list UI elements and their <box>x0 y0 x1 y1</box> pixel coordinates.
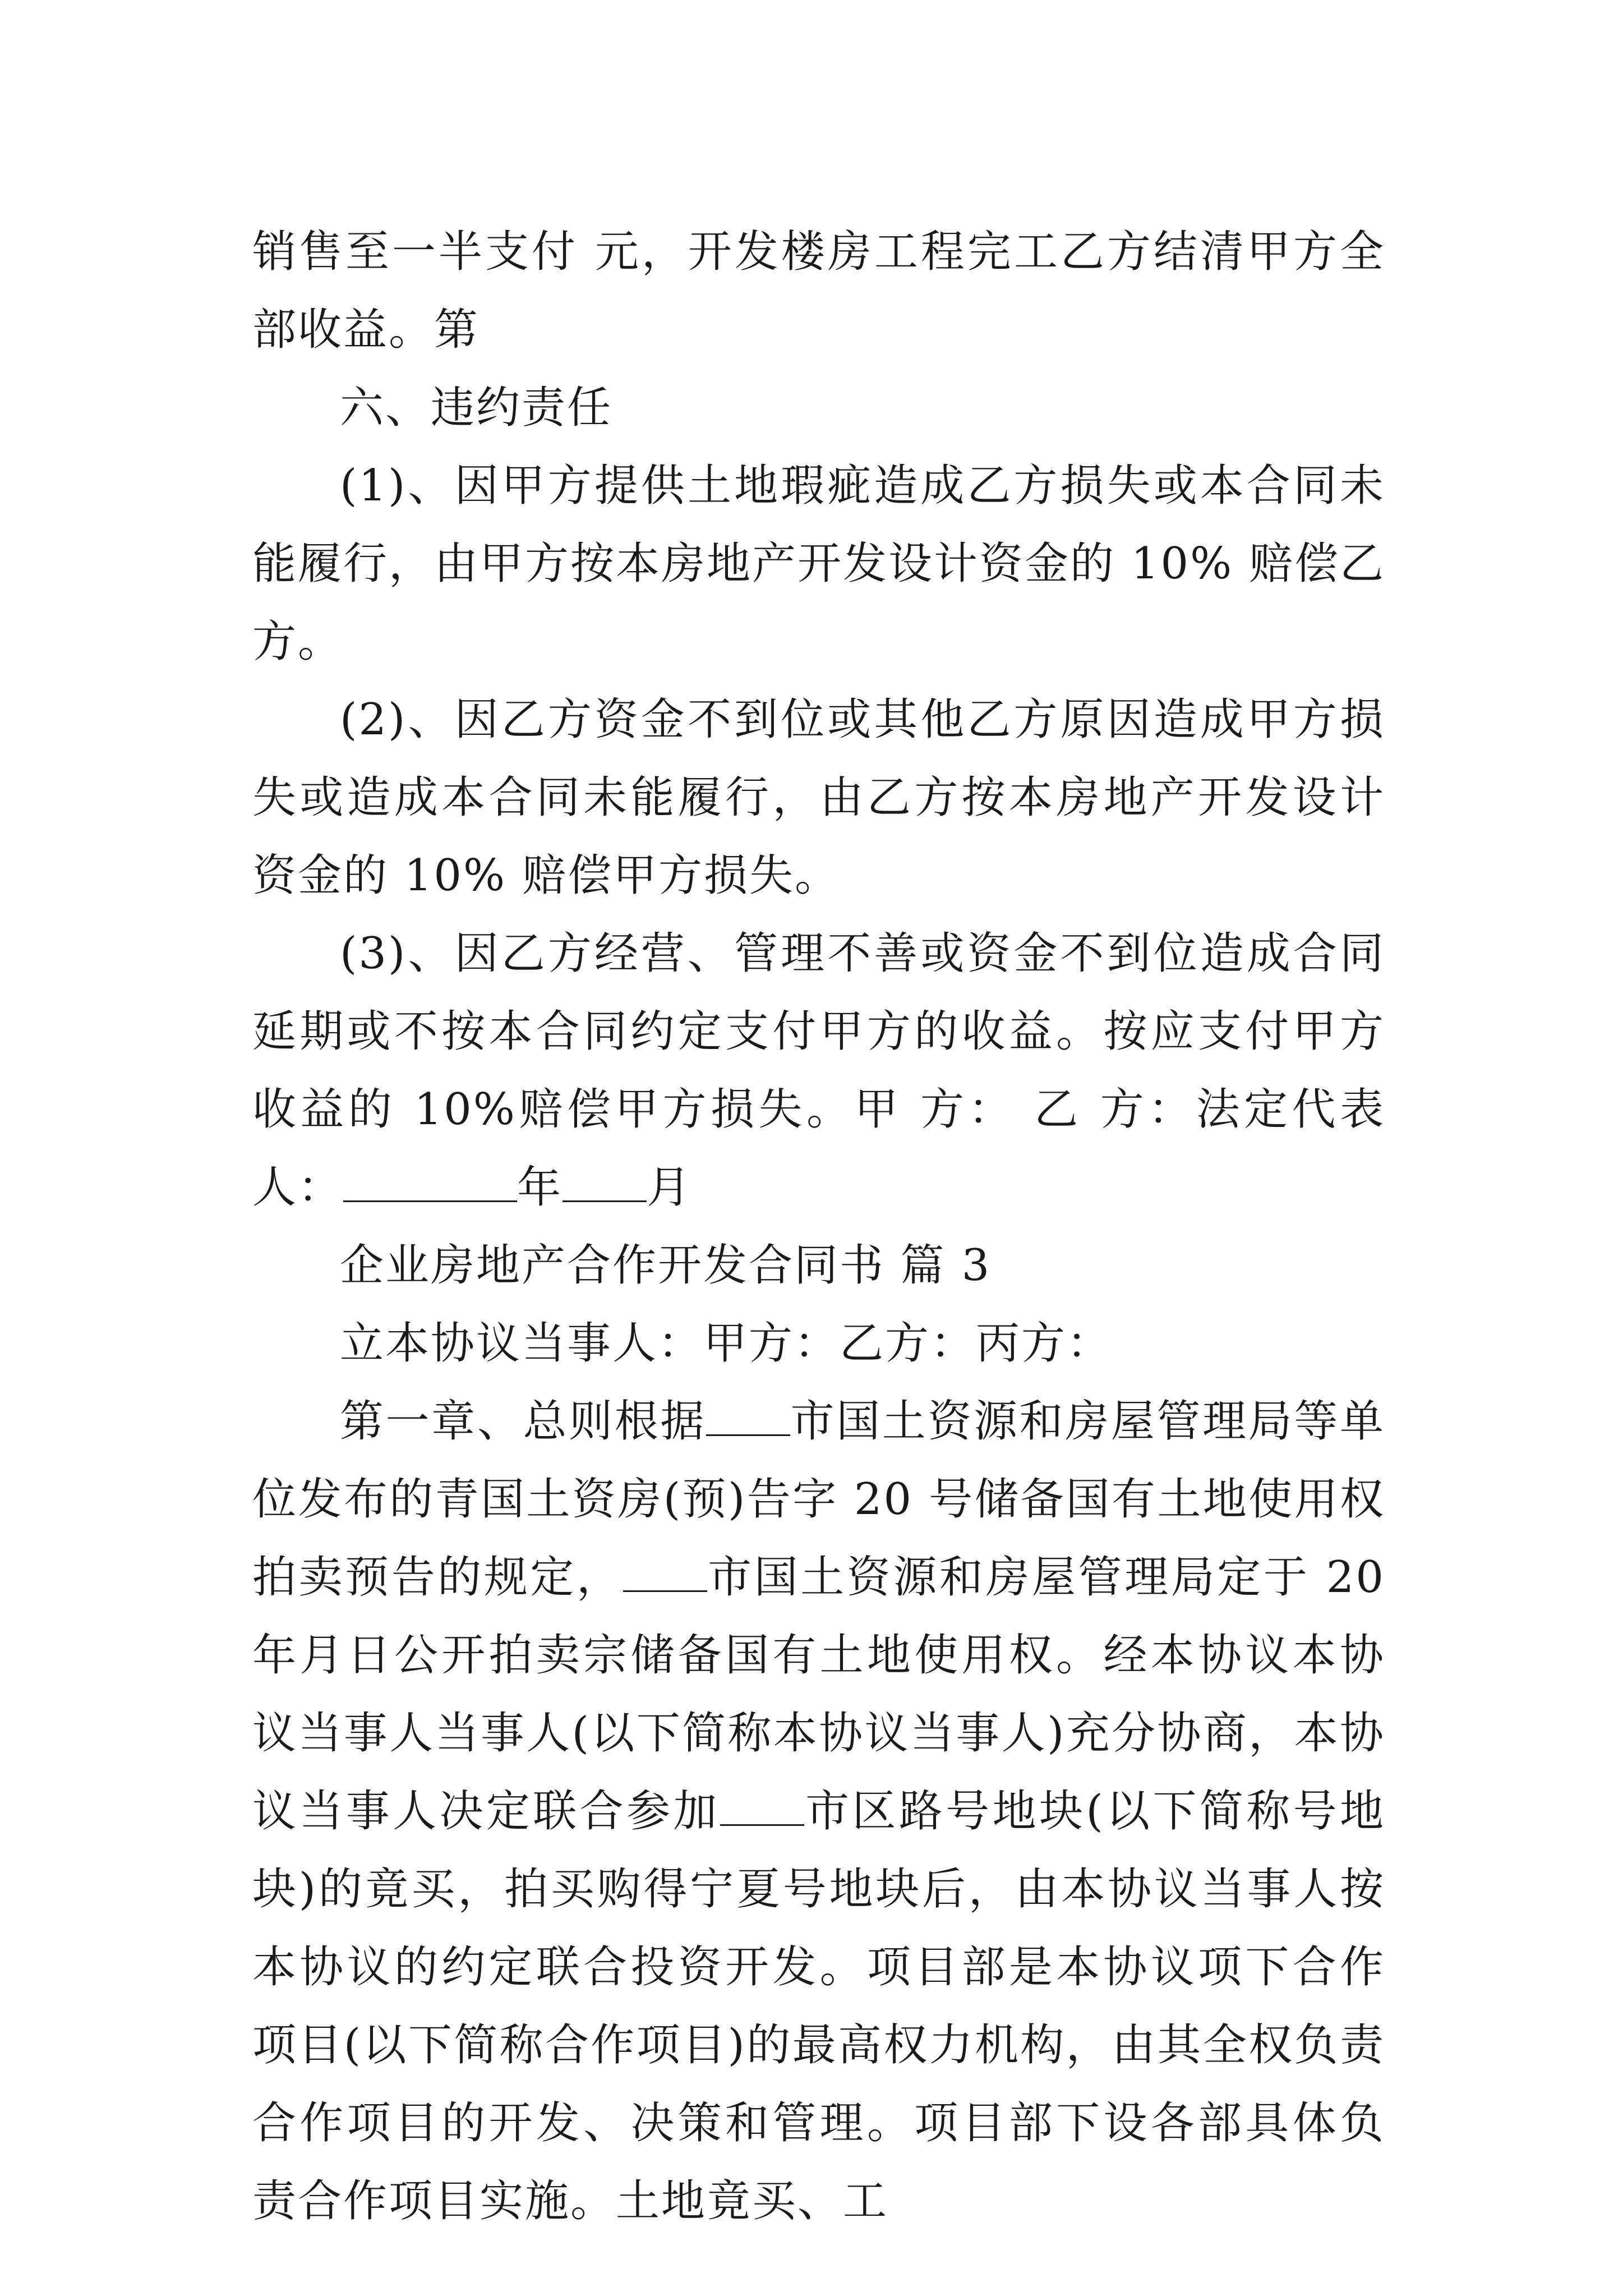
paragraph-clause-2: (2)、因乙方资金不到位或其他乙方原因造成甲方损失或造成本合同未能履行，由乙方按本房地产开发设计资金的 10% 赔偿甲方损失。 <box>252 694 1385 901</box>
paragraph-payment-terms: 销售至一半支付 元，开发楼房工程完工乙方结清甲方全部收益。第 <box>252 227 1385 355</box>
contract-title-part-3: 企业房地产合作开发合同书 篇 3 <box>340 1240 992 1291</box>
general-provisions-part-3: 市国土资源和房屋管理局定于 20 年月日公开拍卖宗储备国有土地使用权。经本协议本协议当事人当事人(以下简称本协议当事人)充分协商，本协议当事人决定联合参加 <box>252 1552 1385 1837</box>
general-provisions-part-1: 第一章、总则根据 <box>340 1396 706 1447</box>
year-label: 年 <box>517 1162 563 1213</box>
signature-blank <box>343 1152 517 1202</box>
city-blank-3 <box>720 1776 804 1826</box>
month-label: 月 <box>647 1162 693 1213</box>
paragraph-general-provisions <box>252 1383 1385 2240</box>
parties-line: 立本协议当事人：甲方：乙方：丙方： <box>340 1318 1113 1369</box>
section-heading-breach-liability: 六、违约责任 <box>340 383 613 433</box>
general-provisions-part-2: 市国土资源和房屋管理局等单位发布的青国土资房(预)告字 20 号储备国有土地使用权拍卖预告的规定， <box>252 1396 1385 1603</box>
paragraph-clause-3 <box>252 915 1385 1227</box>
month-blank <box>562 1152 647 1202</box>
general-provisions-part-4: 市区路号地块(以下简称号地块)的竟买，拍买购得宁夏号地块后，由本协议当事人按本协议的约定联合投资开发。项目部是本协议项下合作项目(以下简称合作项目)的最高权力机构，由其全权负责合作项目的开发、决策和管理。项目部下设各部具体负责合作项目实施。土地竟买、工 <box>252 1786 1385 2226</box>
city-blank-2 <box>623 1542 707 1592</box>
city-blank-1 <box>706 1386 790 1436</box>
document-body <box>252 213 1385 2240</box>
paragraph-clause-1: (1)、因甲方提供土地瑕疵造成乙方损失或本合同未能履行，由甲方按本房地产开发设计资金的 10% 赔偿乙方。 <box>252 461 1385 667</box>
clause-3-text: (3)、因乙方经营、管理不善或资金不到位造成合同延期或不按本合同约定支付甲方的收益。按应支付甲方收益的 10%赔偿甲方损失。甲 方： 乙 方：法定代表人： <box>252 928 1385 1213</box>
